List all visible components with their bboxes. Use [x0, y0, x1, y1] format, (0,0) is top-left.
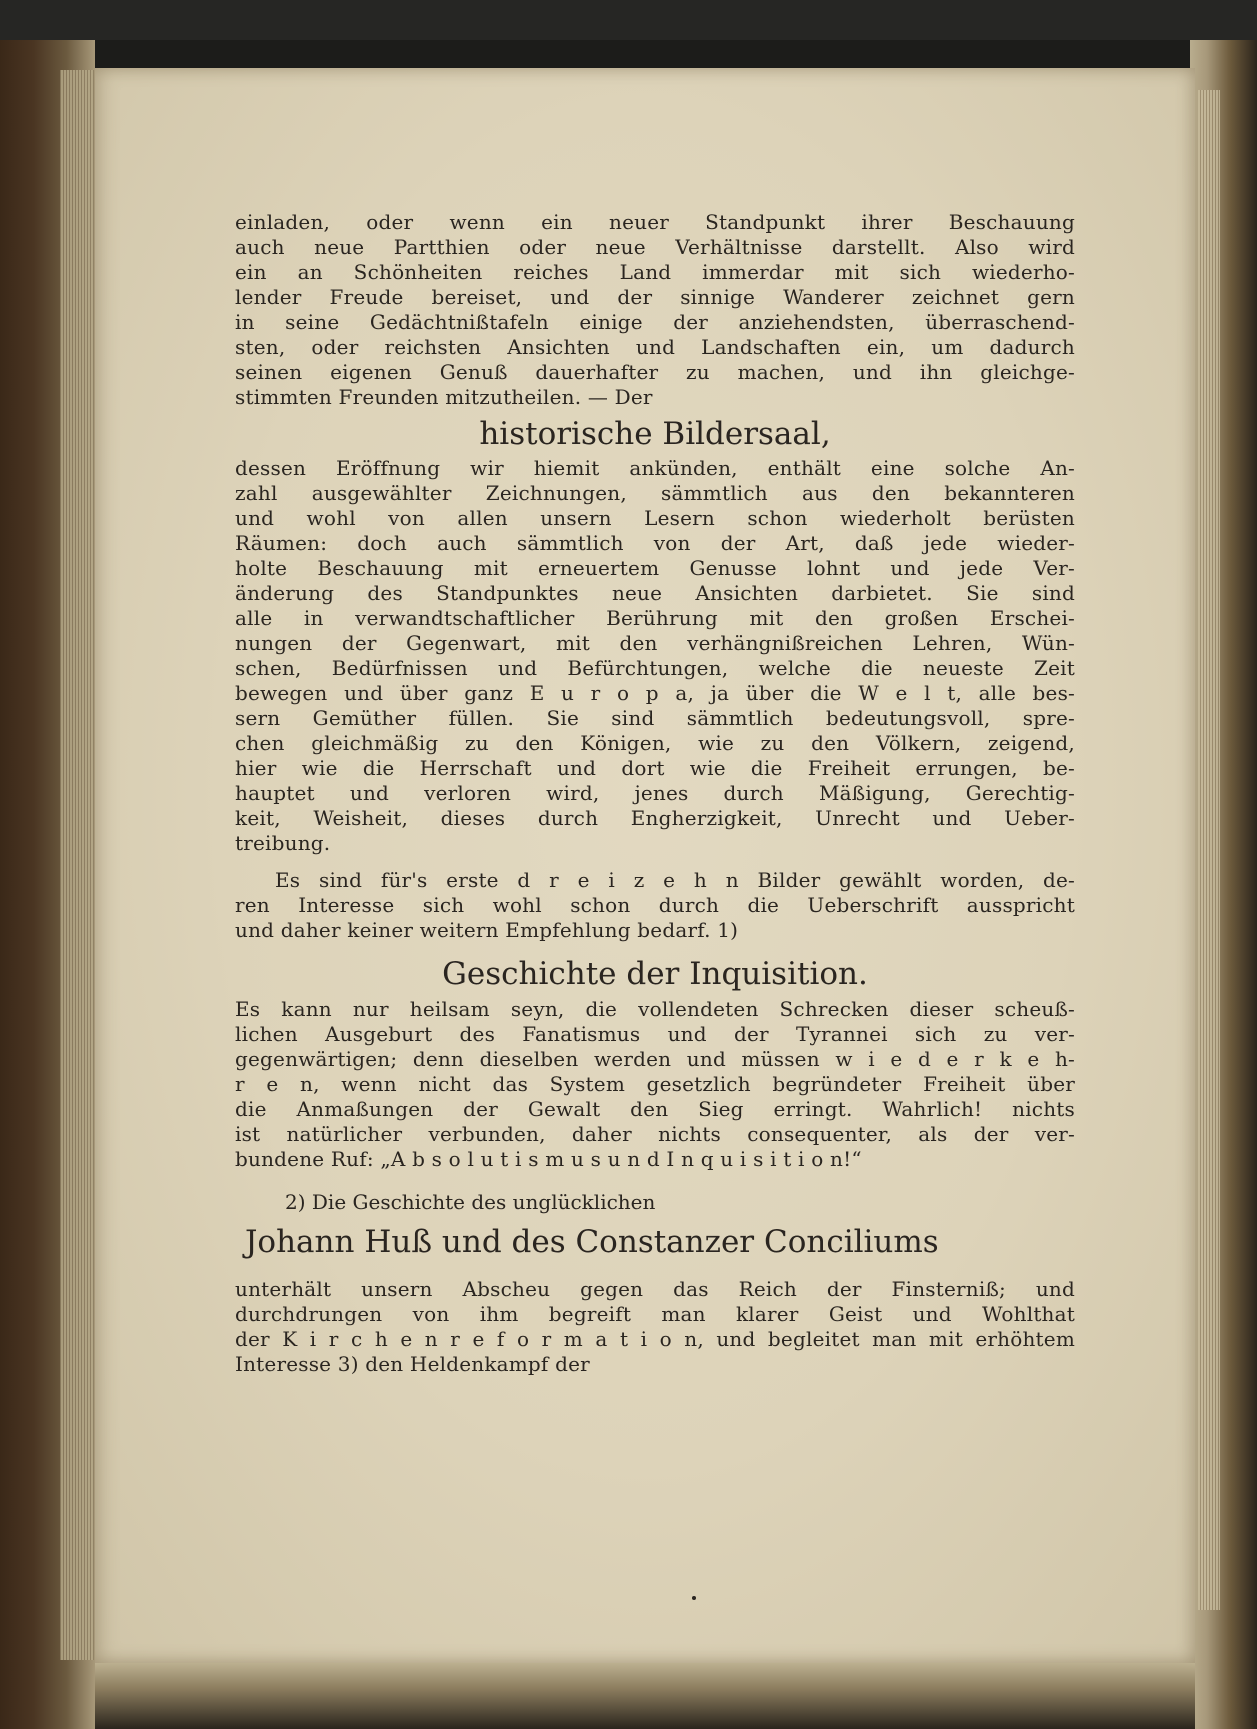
- text-line: schen, Bedürfnissen und Befürchtungen, welche die neueste Zeit: [235, 656, 1075, 680]
- text-line: der K i r c h e n r e f o r m a t i o n, und begleitet man mit erhöhtem: [235, 1327, 1075, 1351]
- text-line: lichen Ausgeburt des Fanatismus und der Tyrannei sich zu ver‑: [235, 1022, 1075, 1046]
- text-line: dessen Eröffnung wir hiemit ankünden, enthält eine solche An‑: [235, 456, 1075, 480]
- text-line: Es sind für's erste d r e i z e h n Bilder gewählt worden, de‑: [275, 868, 1075, 892]
- text-line: sern Gemüther füllen. Sie sind sämmtlich bedeutungsvoll, spre‑: [235, 706, 1075, 730]
- page-text: [235, 210, 1075, 1377]
- page-stack-left: [60, 70, 94, 1660]
- text-line: ein an Schönheiten reiches Land immerdar mit sich wiederho‑: [235, 260, 1075, 284]
- text-line: treibung.: [235, 831, 331, 855]
- intro-line-hus: 2) Die Geschichte des unglücklichen: [285, 1190, 656, 1214]
- text-line: gegenwärtigen; denn dieselben werden und müssen w i e d e r k e h‑: [235, 1047, 1075, 1071]
- text-line: und wohl von allen unsern Lesern schon wiederholt berüsten: [235, 506, 1075, 530]
- text-line: sten, oder reichsten Ansichten und Landschaften ein, um dadurch: [235, 335, 1075, 359]
- text-line: alle in verwandtschaftlicher Berührung mit den großen Erschei‑: [235, 606, 1075, 630]
- paragraph-gap: [235, 856, 1075, 868]
- text-line: lender Freude bereiset, und der sinnige Wanderer zeichnet gern: [235, 285, 1075, 309]
- background-top: [0, 0, 1257, 40]
- ink-dot: [692, 1596, 696, 1600]
- paragraph-3-cont: [235, 893, 1075, 943]
- text-line: bewegen und über ganz E u r o p a, ja über die W e l t, alle bes‑: [235, 681, 1075, 705]
- text-line: Räumen: doch auch sämmtlich von der Art, daß jede wieder‑: [235, 531, 1075, 555]
- paragraph-2: [235, 456, 1075, 856]
- text-line: hier wie die Herrschaft und dort wie die Freiheit errungen, be‑: [235, 756, 1075, 780]
- text-line: auch neue Partthien oder neue Verhältnisse darstellt. Also wird: [235, 235, 1075, 259]
- paragraph-1: [235, 210, 1075, 410]
- text-line: hauptet und verloren wird, jenes durch Mäßigung, Gerechtig‑: [235, 781, 1075, 805]
- text-line: keit, Weisheit, dieses durch Engherzigkeit, Unrecht und Ueber‑: [235, 806, 1075, 830]
- text-line: Es kann nur heilsam seyn, die vollendeten Schrecken dieser scheuß‑: [235, 997, 1075, 1021]
- text-line: bundene Ruf: „A b s o l u t i s m u s u n d I n q u i s i t i o n!“: [235, 1147, 862, 1171]
- text-line: durchdrungen von ihm begreift man klarer Geist und Wohlthat: [235, 1302, 1075, 1326]
- text-line: stimmten Freunden mitzutheilen. — Der: [235, 385, 653, 409]
- text-line: in seine Gedächtnißtafeln einige der anziehendsten, überraschend‑: [235, 310, 1075, 334]
- text-line: holte Beschauung mit erneuertem Genusse lohnt und jede Ver‑: [235, 556, 1075, 580]
- heading-historischer-bildersaal: historische Bildersaal,: [479, 416, 831, 452]
- text-line: nungen der Gegenwart, mit den verhängnißreichen Lehren, Wün‑: [235, 631, 1075, 655]
- text-line: seinen eigenen Genuß dauerhafter zu machen, und ihn gleichge‑: [235, 360, 1075, 384]
- text-line: einladen, oder wenn ein neuer Standpunkt ihrer Beschauung: [235, 210, 1075, 234]
- text-line: ren Interesse sich wohl schon durch die Ueberschrift ausspricht: [235, 893, 1075, 917]
- text-line: r e n, wenn nicht das System gesetzlich begründeter Freiheit über: [235, 1072, 1075, 1096]
- text-line: chen gleichmäßig zu den Königen, wie zu den Völkern, zeigend,: [235, 731, 1075, 755]
- book-bottom-edge: [95, 1663, 1195, 1729]
- heading-geschichte-der-inquisition: Geschichte der Inquisition.: [442, 956, 868, 992]
- text-line: zahl ausgewählter Zeichnungen, sämmtlich aus den bekannteren: [235, 481, 1075, 505]
- paragraph-4: [235, 997, 1075, 1172]
- text-line: unterhält unsern Abscheu gegen das Reich der Finsterniß; und: [235, 1277, 1075, 1301]
- paragraph-5: [235, 1277, 1075, 1377]
- paragraph-gap: [235, 1172, 1075, 1190]
- heading-johann-huss: Johann Huß und des Constanzer Conciliums: [245, 1224, 939, 1260]
- text-line: und daher keiner weitern Empfehlung bedarf. 1): [235, 918, 739, 942]
- paragraph-3: [235, 868, 1075, 893]
- text-line: ist natürlicher verbunden, daher nichts consequenter, als der ver‑: [235, 1122, 1075, 1146]
- text-line: Interesse 3) den Heldenkampf der: [235, 1352, 590, 1376]
- text-line: die Anmaßungen der Gewalt den Sieg erringt. Wahrlich! nichts: [235, 1097, 1075, 1121]
- text-line: änderung des Standpunktes neue Ansichten darbietet. Sie sind: [235, 581, 1075, 605]
- page-stack-right: [1198, 90, 1220, 1610]
